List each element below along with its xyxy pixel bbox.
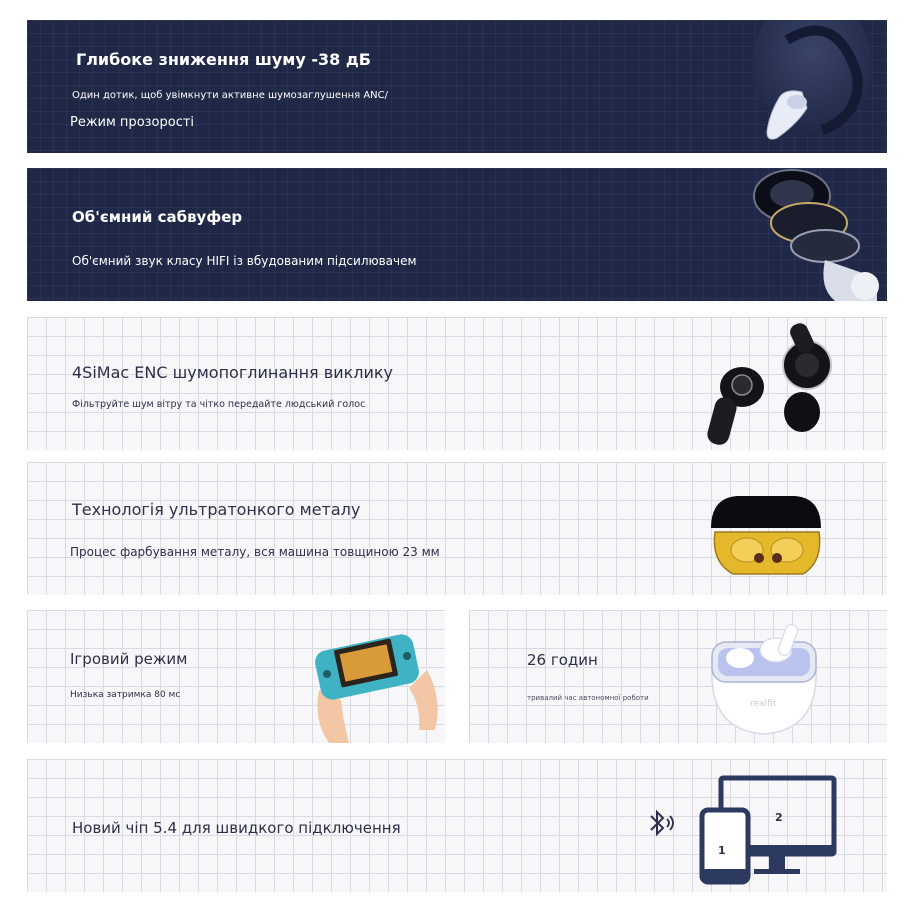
device-label-2: 2 [775,811,783,824]
driver-icon [747,168,887,301]
feature-description: тривалий час автономної роботи [527,694,649,702]
feature-title: Об'ємний сабвуфер [72,208,243,226]
feature-panel-enc [27,317,887,450]
feature-description: Об'ємний звук класу HIFI із вбудованим підсилювачем [72,254,417,268]
feature-title: Новий чіп 5.4 для швидкого підключення [72,819,401,837]
feature-description: Процес фарбування металу, вся машина товщиною 23 мм [70,545,440,559]
feature-description: Фільтруйте шум вітру та чітко передайте людський голос [72,399,366,410]
feature-panel-anc [27,20,887,153]
feature-description: Низька затримка 80 мс [70,690,181,700]
feature-title: Технологія ультратонкого металу [72,500,361,519]
feature-title: 4SiMac ENC шумопоглинання виклику [72,363,394,382]
feature-panel-metal [27,462,887,595]
game-console-icon [309,630,445,743]
phone-icon [699,807,755,885]
feature-panel-battery [469,610,887,743]
charging-case-icon [707,492,827,582]
device-label-1: 1 [718,844,726,857]
feature-title: 26 годин [527,651,598,669]
case-brand-label: realfit [750,699,777,709]
earbud-icon [727,20,887,153]
feature-panel-gaming [27,610,445,743]
feature-description: Один дотик, щоб увімкнути активне шумозаглушення ANC/ [72,90,389,101]
feature-panel-subwoofer [27,168,887,301]
earbuds-case-icon [704,620,824,740]
feature-panel-bluetooth [27,759,887,892]
feature-title: Глибоке зниження шуму -38 дБ [76,50,371,69]
feature-description-line2: Режим прозорості [70,115,195,130]
earbuds-icon [697,317,857,450]
bluetooth-icon [645,807,679,841]
feature-title: Ігровий режим [70,650,188,668]
